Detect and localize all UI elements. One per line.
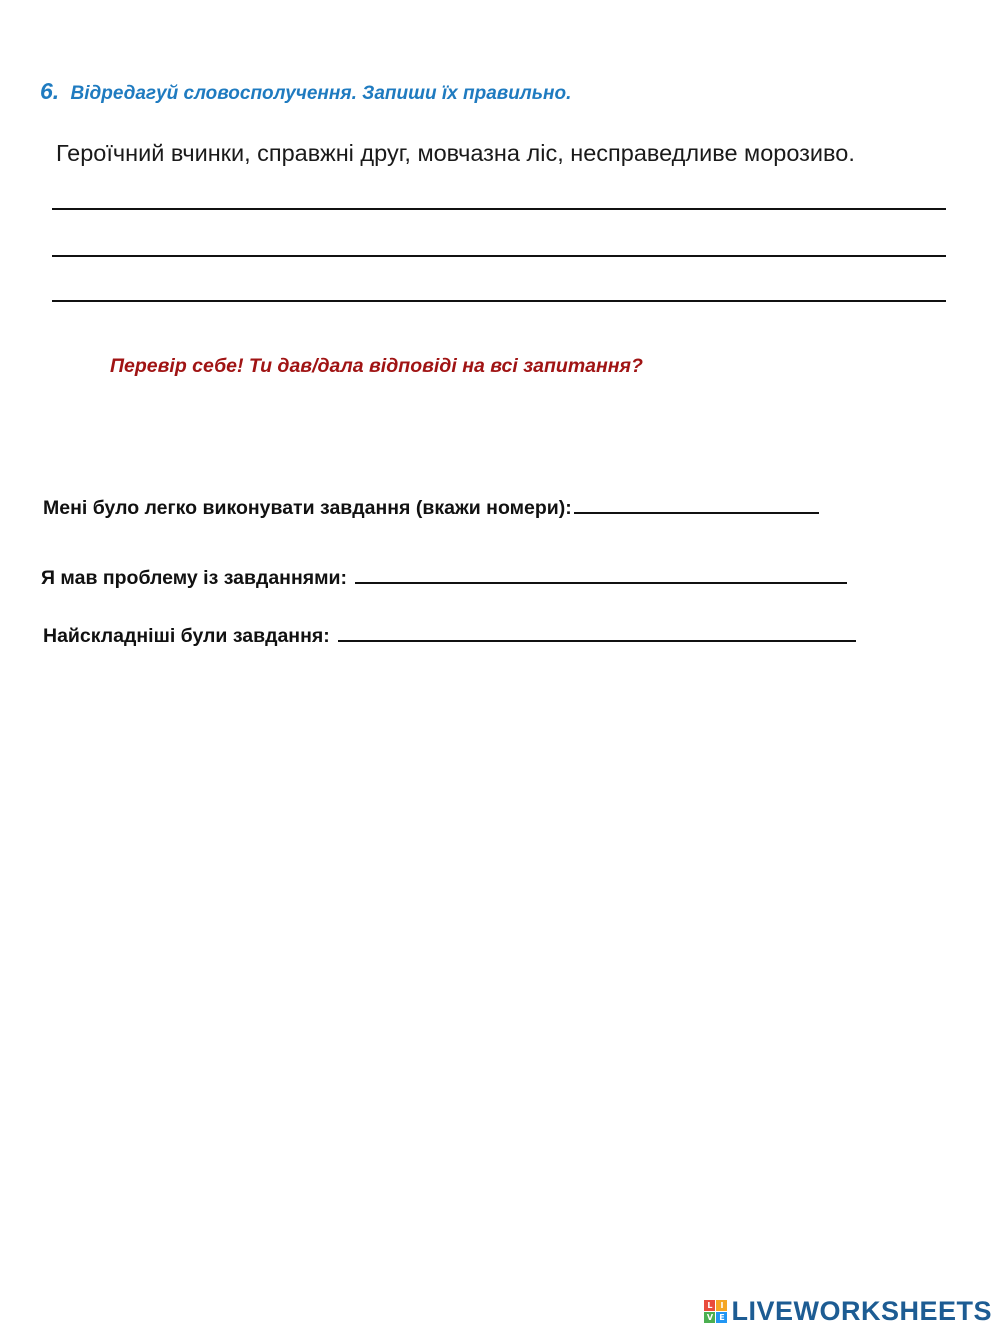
liveworksheets-logo-icon: [704, 1300, 727, 1323]
reflection-problem-row: [41, 564, 847, 590]
reflection-easy-label: Мені було легко виконувати завдання (вкажи номери):: [43, 497, 572, 519]
answer-line-1[interactable]: [52, 208, 946, 210]
liveworksheets-brand: [704, 1296, 992, 1327]
logo-letter-l: L: [704, 1300, 715, 1311]
logo-letter-v: V: [704, 1312, 715, 1323]
reflection-hardest-row: [43, 622, 856, 648]
logo-letter-i: I: [716, 1300, 727, 1311]
check-self-prompt: Перевір себе! Ти дав/дала відповіді на всі запитання?: [110, 355, 643, 377]
brand-name: LIVEWORKSHEETS: [731, 1296, 992, 1326]
task-phrases: Героїчний вчинки, справжні друг, мовчазна ліс, несправедливе морозиво.: [56, 140, 855, 166]
reflection-hardest-blank[interactable]: [338, 622, 856, 642]
reflection-problem-blank[interactable]: [355, 564, 847, 584]
answer-line-2[interactable]: [52, 255, 946, 257]
task-number: 6.: [40, 78, 60, 104]
answer-line-3[interactable]: [52, 300, 946, 302]
reflection-hardest-label: Найскладніші були завдання:: [43, 625, 330, 647]
task-instruction: Відредагуй словосполучення. Запиши їх правильно.: [70, 83, 572, 104]
reflection-problem-label: Я мав проблему із завданнями:: [41, 567, 348, 589]
reflection-easy-blank[interactable]: [574, 494, 819, 514]
reflection-easy-row: [43, 494, 819, 520]
task-heading: [40, 78, 571, 105]
logo-letter-e: E: [716, 1312, 727, 1323]
